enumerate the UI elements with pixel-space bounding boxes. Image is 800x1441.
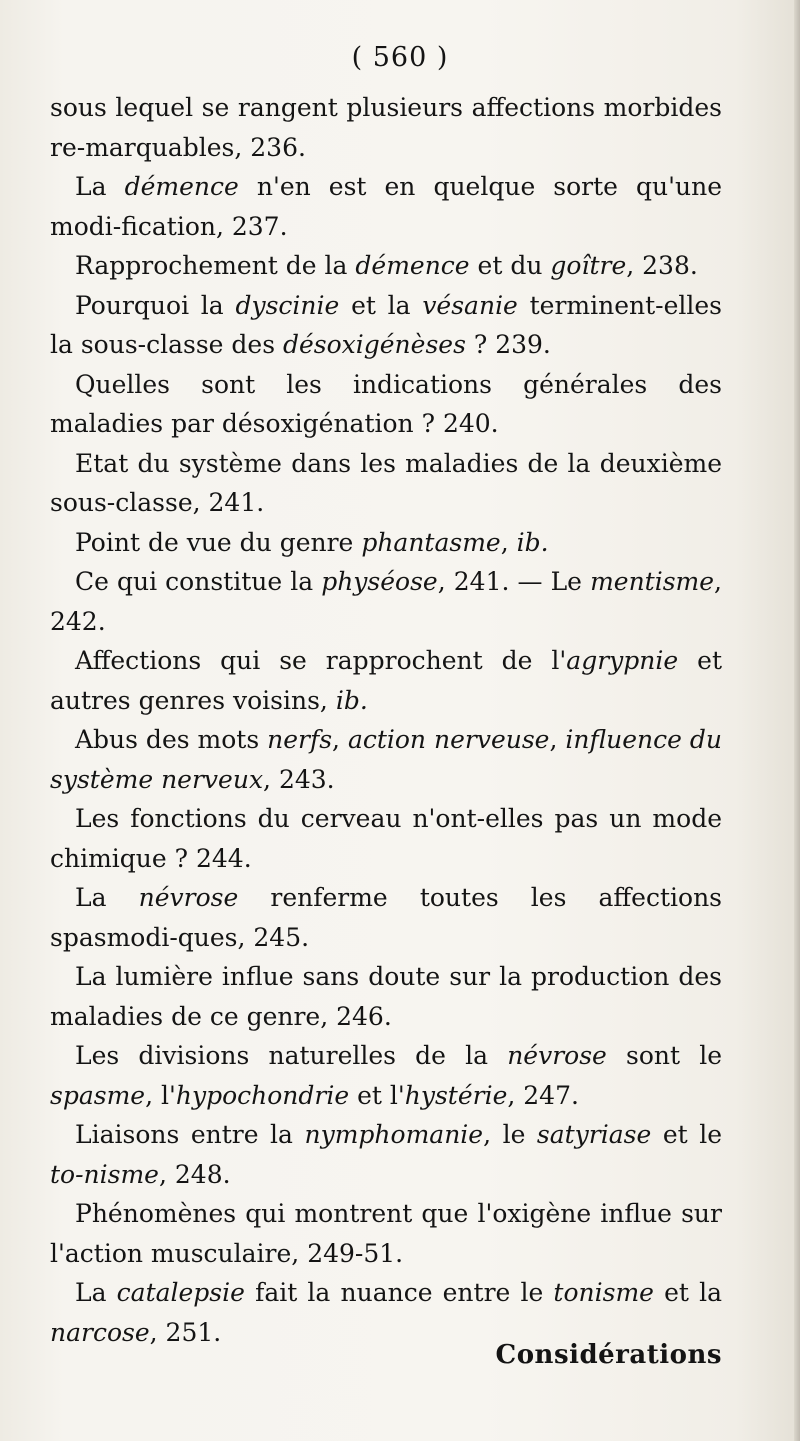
italic-term: action nerveuse (347, 725, 550, 754)
text-run: ? 239. (465, 330, 551, 359)
text-run: Liaisons entre la (75, 1120, 305, 1149)
italic-term: nymphomanie (304, 1120, 484, 1149)
italic-term: narcose (50, 1317, 150, 1347)
index-entry (50, 246, 722, 286)
italic-term: désoxigénèses (282, 330, 466, 359)
text-run: , 247. (507, 1080, 579, 1110)
text-run: Point de vue du genre (75, 527, 362, 557)
text-run: , l' (145, 1080, 176, 1110)
italic-term: vésanie (422, 290, 518, 320)
index-entry (50, 523, 722, 563)
italic-term: agrypnie (566, 646, 679, 675)
page-edge (794, 0, 800, 1441)
italic-term: catalepsie (116, 1278, 245, 1307)
text-run: Ce qui constitue la (75, 567, 322, 596)
text-run: , 238. (626, 251, 698, 280)
italic-term: influence du système nerveux (50, 725, 723, 794)
italic-term: nerfs (267, 725, 333, 754)
italic-term: phantasme (361, 527, 501, 557)
text-run: , 243. (263, 764, 335, 794)
index-entry (50, 641, 722, 720)
index-entry (50, 1194, 722, 1273)
italic-term: démence (355, 251, 470, 280)
text-run: Les divisions naturelles de la (75, 1041, 508, 1070)
text-run: Les fonctions du cerveau n'ont-elles pas un mode chimique ? 244. (50, 804, 722, 873)
italic-term: mentisme (590, 567, 715, 596)
italic-term: ib. (516, 527, 549, 557)
text-run: , (549, 725, 566, 754)
text-run: La (75, 1278, 117, 1307)
text-run: sous lequel se rangent plusieurs affections morbides re-marquables, 236. (50, 93, 722, 162)
italic-term: to-nisme (50, 1159, 159, 1189)
text-run: , 251. (149, 1317, 222, 1347)
italic-term: ib. (335, 685, 368, 715)
text-run: et la (339, 290, 423, 320)
index-entry (50, 1115, 722, 1194)
text-run: et l' (349, 1080, 405, 1110)
text-run: La lumière influe sans doute sur la production des maladies de ce genre, 246. (50, 962, 722, 1031)
index-entry (50, 957, 722, 1036)
text-run: , (500, 527, 517, 557)
italic-term: hypochondrie (175, 1080, 350, 1110)
index-entry (50, 286, 722, 365)
text-run: , 241. — Le (437, 567, 591, 596)
text-run: terminent-elles la sous-classe des (50, 290, 723, 359)
index-entry (50, 365, 722, 444)
text-run: et la (653, 1278, 722, 1307)
page-text-body (50, 88, 722, 1352)
italic-term: hystérie (404, 1080, 508, 1110)
text-run: et du (469, 251, 551, 280)
text-run: , 248. (158, 1159, 231, 1189)
text-run: , (332, 725, 348, 754)
text-run: La (75, 172, 125, 201)
text-run: Rapprochement de la (75, 251, 356, 280)
text-run: , 242. (50, 567, 722, 636)
italic-term: névrose (138, 883, 239, 912)
text-run: et le (651, 1120, 722, 1149)
index-entry (50, 1036, 722, 1115)
text-run: fait la nuance entre le (244, 1278, 554, 1307)
text-run: sont le (606, 1041, 722, 1070)
text-run: Etat du système dans les maladies de la deuxième sous-classe, 241. (50, 448, 722, 517)
text-run: Quelles sont les indications générales des maladies par désoxigénation ? 240. (50, 369, 722, 438)
italic-term: dyscinie (235, 290, 340, 320)
page-number: ( 560 ) (351, 42, 449, 73)
italic-term: satyriase (536, 1120, 652, 1149)
italic-term: névrose (507, 1041, 607, 1070)
index-entry (50, 799, 722, 878)
text-run: La (75, 883, 139, 912)
index-entry (50, 167, 722, 246)
italic-term: physéose (321, 567, 438, 596)
italic-term: démence (124, 172, 239, 201)
text-run: Pourquoi la (75, 290, 236, 320)
italic-term: spasme (50, 1080, 146, 1110)
text-run: , le (483, 1120, 537, 1149)
text-run: et autres genres voisins, (50, 646, 722, 715)
index-entry (50, 562, 722, 641)
catchword: Considérations (495, 1340, 722, 1370)
index-entry (50, 878, 722, 957)
text-run: renferme toutes les affections spasmodi-ques, 245. (50, 883, 722, 952)
italic-term: tonisme (553, 1278, 654, 1307)
index-entry (50, 88, 722, 167)
text-run: n'en est en quelque sorte qu'une modi-fication, 237. (50, 172, 723, 241)
index-entry (50, 720, 722, 799)
text-run: Affections qui se rapprochent de l' (75, 646, 567, 675)
index-entry (50, 444, 722, 523)
text-run: Phénomènes qui montrent que l'oxigène influe sur l'action musculaire, 249-51. (50, 1199, 722, 1268)
text-run: Abus des mots (75, 725, 268, 754)
italic-term: goître (550, 251, 627, 280)
